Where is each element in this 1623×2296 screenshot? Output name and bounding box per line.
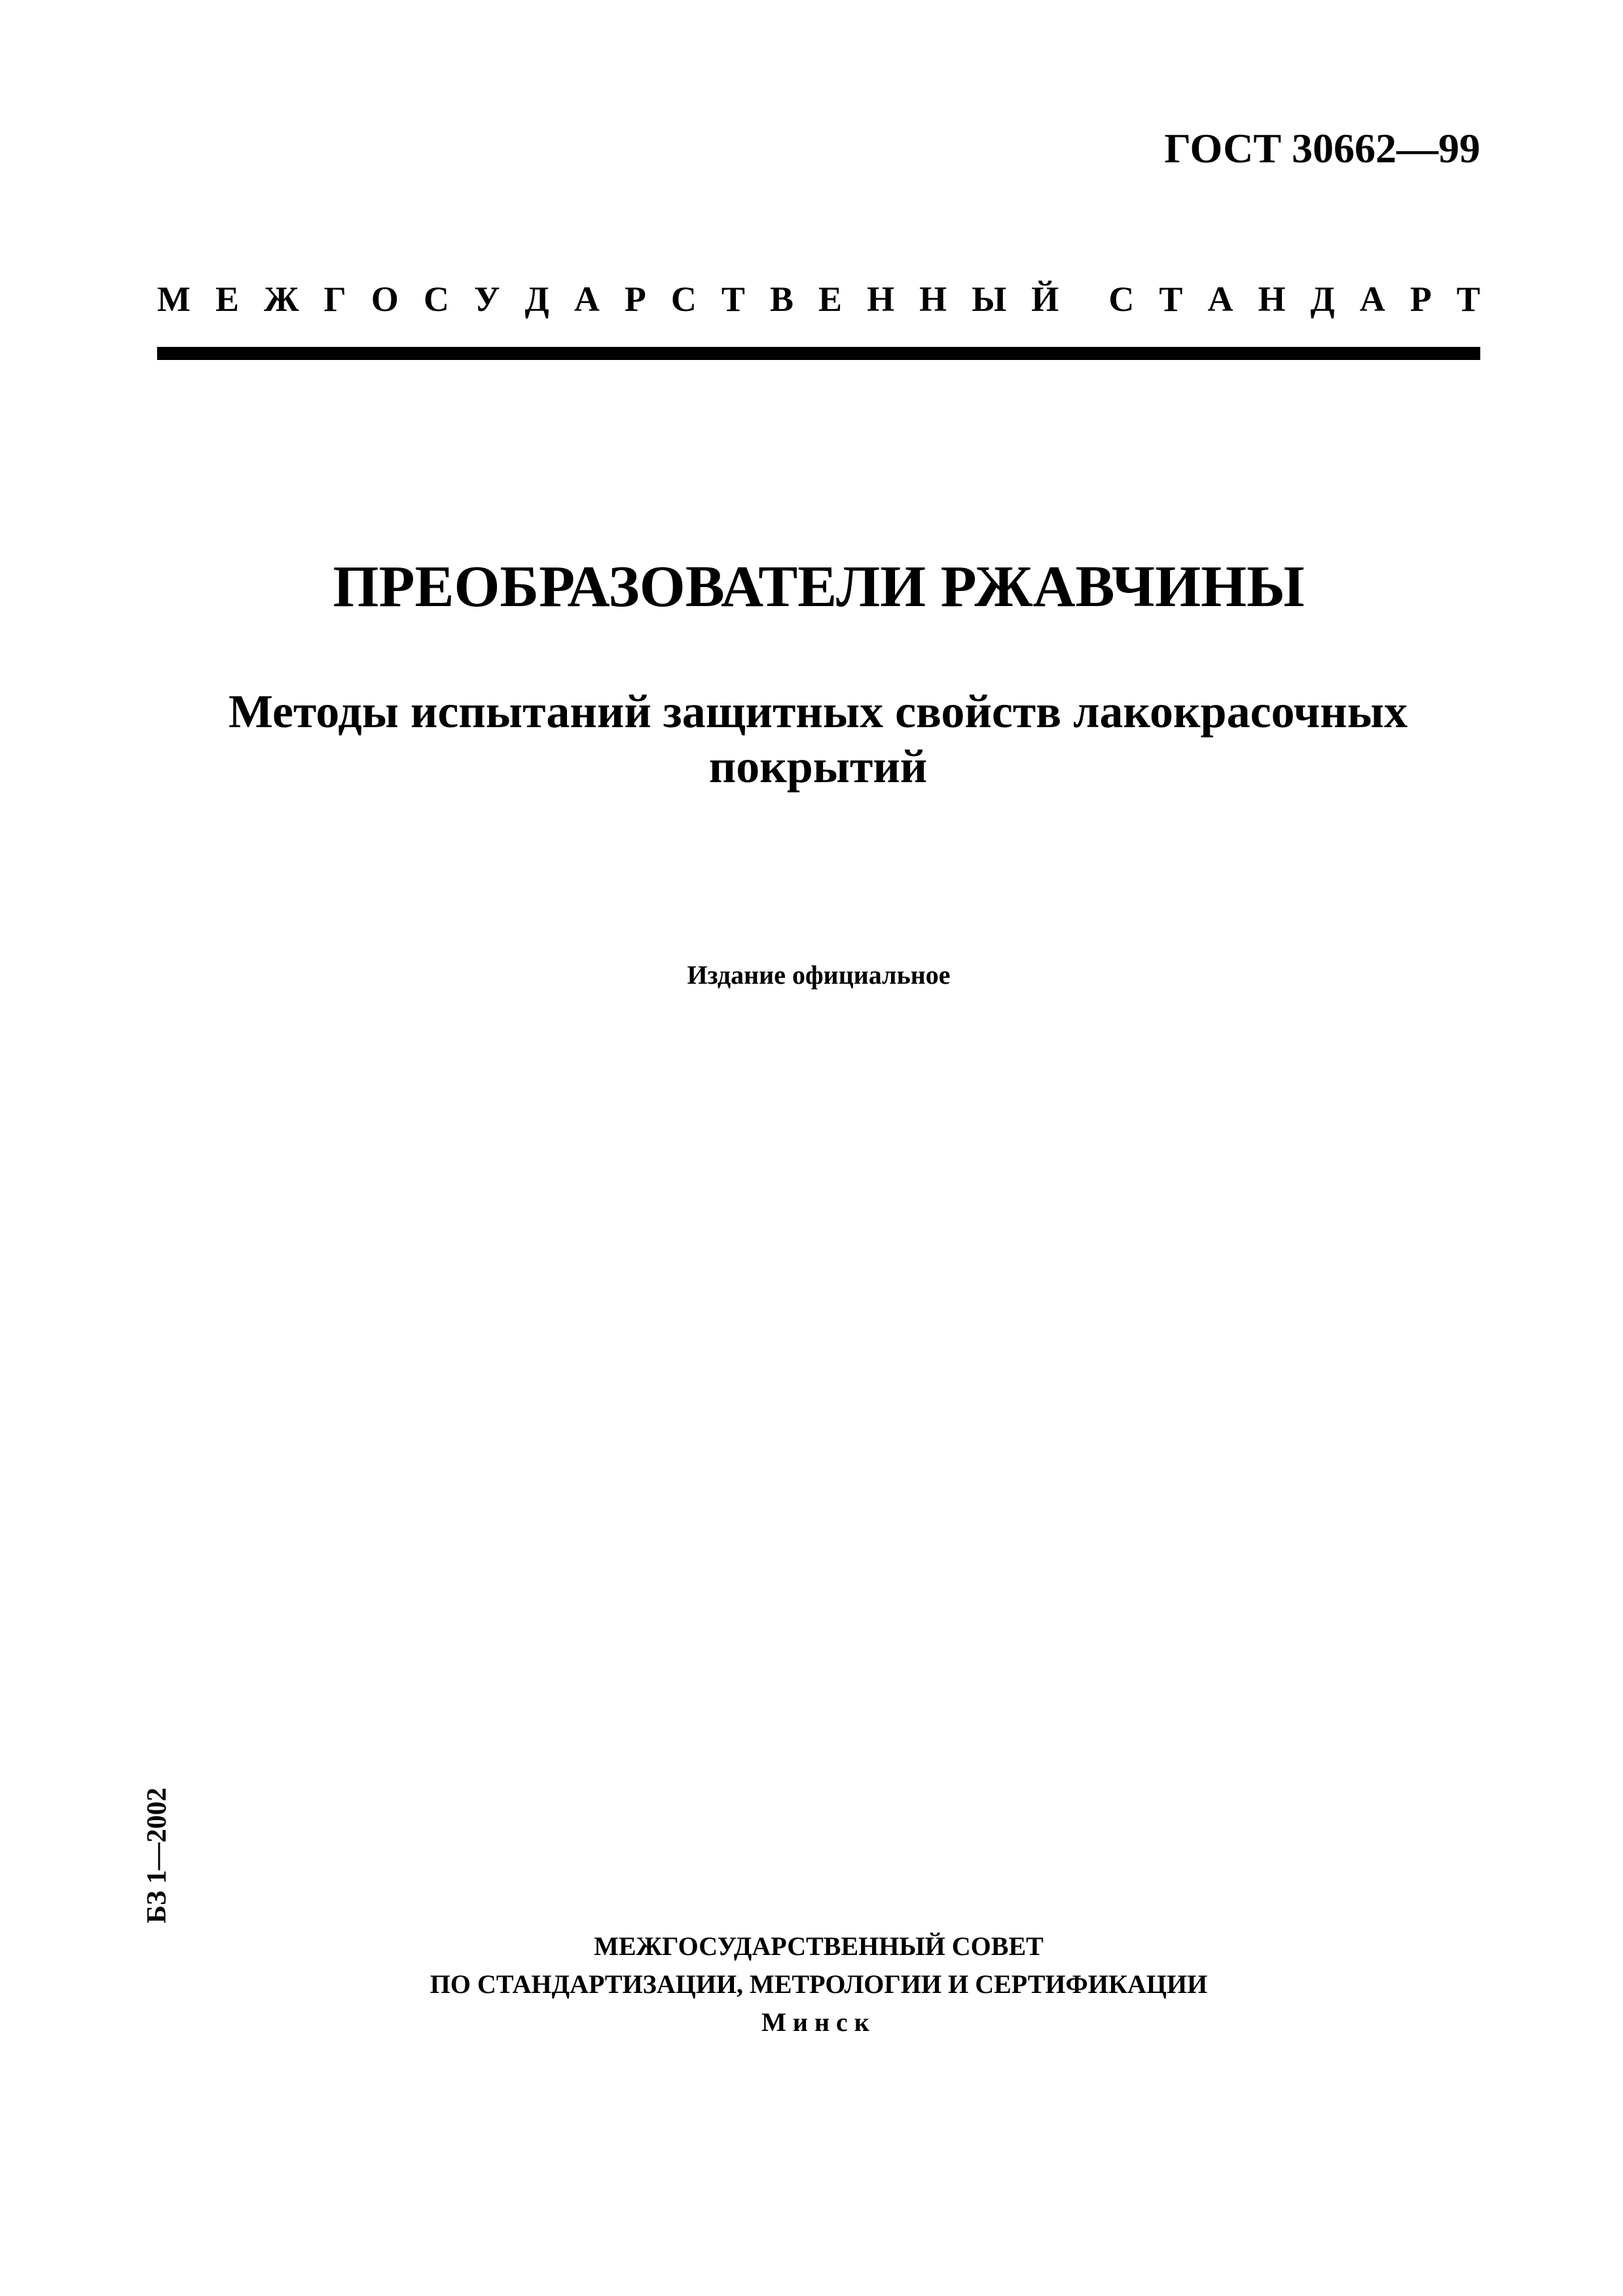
standard-type-letter: А bbox=[574, 279, 600, 319]
standard-type-letter: Т bbox=[721, 279, 745, 319]
standard-type-letter: Й bbox=[1031, 279, 1059, 319]
standard-type-letter: Д bbox=[1310, 279, 1335, 319]
standard-type-letter: Д bbox=[524, 279, 549, 319]
document-number: ГОСТ 30662—99 bbox=[1164, 125, 1480, 171]
standard-type-letter: Е bbox=[215, 279, 240, 319]
standard-type-letter: В bbox=[769, 279, 794, 319]
standard-type-letter: Н bbox=[919, 279, 947, 319]
standard-type-letter: Ж bbox=[264, 279, 299, 319]
standard-type-letter: Н bbox=[867, 279, 895, 319]
standard-type-letter: Н bbox=[1258, 279, 1286, 319]
standard-type-heading bbox=[157, 281, 1480, 317]
main-title: ПРЕОБРАЗОВАТЕЛИ РЖАВЧИНЫ bbox=[333, 554, 1305, 619]
standard-type-letter: М bbox=[157, 279, 191, 319]
publisher-line-2: ПО СТАНДАРТИЗАЦИИ, МЕТРОЛОГИИ И СЕРТИФИКАЦИИ bbox=[429, 1969, 1208, 1999]
standard-type-letter: Г bbox=[323, 279, 346, 319]
standard-type-letter: С bbox=[1108, 279, 1135, 319]
standard-type-letter: Е bbox=[818, 279, 843, 319]
standard-type-letter: Ы bbox=[972, 279, 1007, 319]
publisher-line-1: МЕЖГОСУДАРСТВЕННЫЙ СОВЕТ bbox=[594, 1931, 1044, 1961]
side-code-text: БЗ 1—2002 bbox=[142, 1787, 172, 1924]
standard-type-letter: А bbox=[1207, 279, 1233, 319]
publisher-city: Минск bbox=[761, 2007, 876, 2037]
standard-type-letter: С bbox=[423, 279, 449, 319]
standard-type-letter: О bbox=[371, 279, 399, 319]
edition-note: Издание официальное bbox=[687, 960, 951, 990]
standard-type-letter: У bbox=[473, 279, 500, 319]
standard-type-letter: Р bbox=[624, 279, 646, 319]
standard-type-letter: С bbox=[670, 279, 697, 319]
subtitle: Методы испытаний защитных свойств лакокрасочных покрытий bbox=[228, 685, 1408, 793]
heading-rule bbox=[157, 347, 1480, 360]
standard-type-letter: Т bbox=[1456, 279, 1480, 319]
standard-type-letter: Р bbox=[1410, 279, 1432, 319]
standard-type-letter: А bbox=[1359, 279, 1385, 319]
publisher-block bbox=[157, 1928, 1480, 2041]
standard-type-letter: Т bbox=[1159, 279, 1183, 319]
